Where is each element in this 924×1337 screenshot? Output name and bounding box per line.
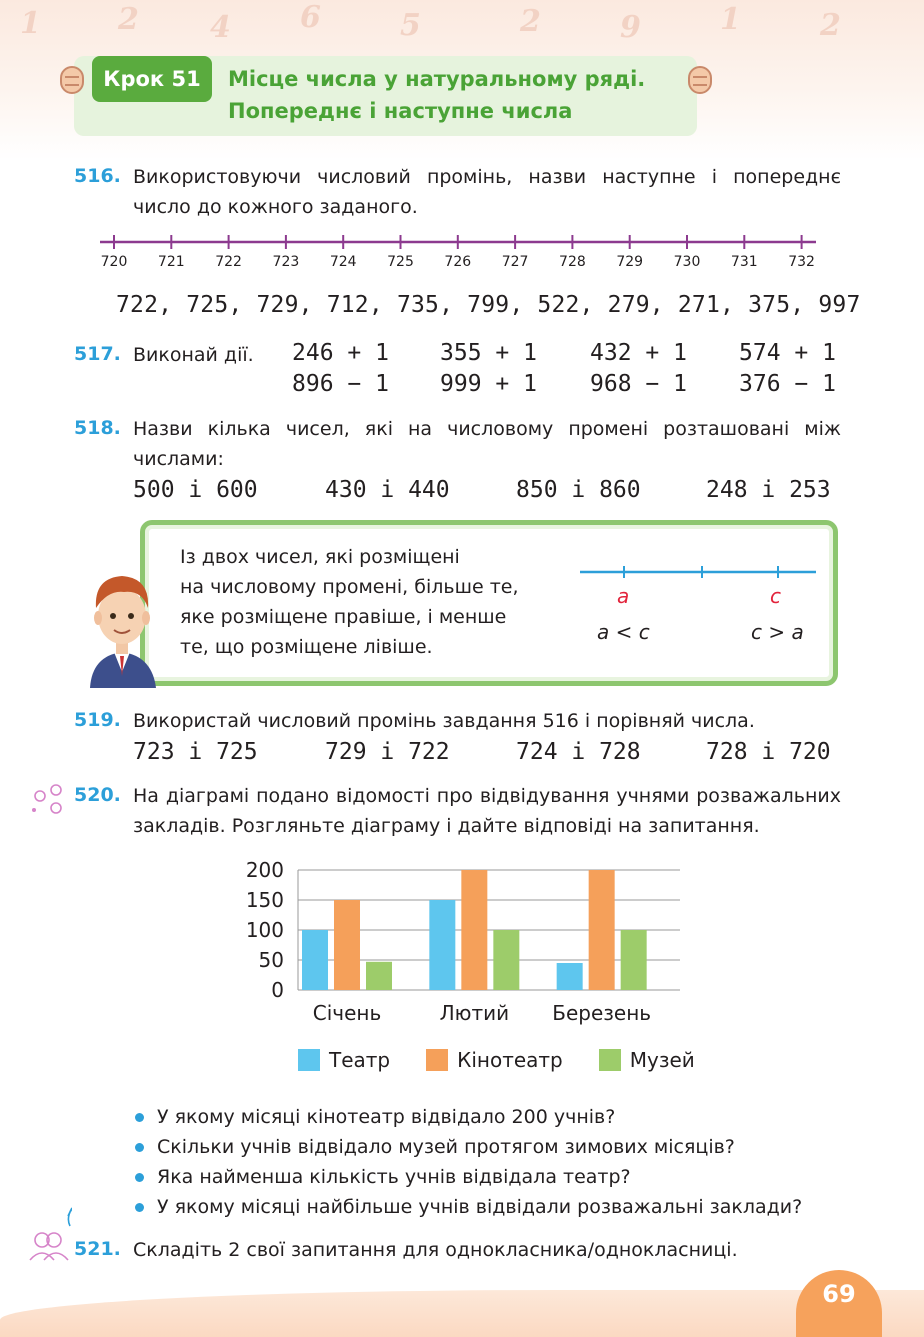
rule-ineq-a: a < c [597,620,650,644]
chart-bar [557,963,583,990]
group-work-icon [30,782,66,816]
task-text-516: Використовуючи числовий промінь, назви наступне і попереднє число до кожного заданого. [133,166,841,218]
legend-item-museum [599,1048,695,1072]
decor-digit: 9 [620,10,641,45]
pair-work-icon [28,1204,72,1264]
number-line-label: 732 [788,254,815,270]
chart-legend [298,1048,731,1072]
legend-label: Кінотеатр [457,1048,563,1072]
legend-swatch [298,1049,320,1071]
task-number-518: 518. [74,417,121,439]
number-line-label: 728 [559,254,586,270]
pair-518-3: 850 і 860 [516,477,641,503]
chart-y-tick-label: 100 [245,918,284,942]
rule-line-1: Із двох чисел, які розміщені [180,546,460,568]
legend-swatch [426,1049,448,1071]
number-line-label: 721 [157,254,185,270]
question-text: Скільки учнів відвідало музей протягом зимових місяців? [157,1136,735,1158]
chart-y-tick-label: 150 [245,888,284,912]
questions-list [133,1102,843,1222]
question-item [133,1132,843,1162]
decor-digit: 2 [118,2,139,37]
page-number: 69 [796,1270,882,1337]
footer-band [0,1290,924,1337]
task-text-518-line1: Назви кілька чисел, які на числовому промені розташовані між [133,418,841,440]
question-text: У якому місяці кінотеатр відвідало 200 учнів? [157,1106,616,1128]
number-line-label: 722 [215,254,242,270]
pair-518-4: 248 і 253 [706,477,831,503]
task-text-519: Використай числовий промінь завдання 516 і порівняй числа. [133,710,755,732]
task-text-518-line2: числами: [133,448,224,470]
rule-line-4: те, що розміщене лівіше. [180,636,433,658]
chart-bar [334,900,360,990]
decor-digit: 4 [210,10,231,45]
chart-x-label: Березень [552,1001,652,1025]
pair-519-4: 728 і 720 [706,739,831,765]
decor-digit: 2 [820,8,841,43]
question-item [133,1192,843,1222]
legend-label: Музей [629,1048,695,1072]
title-line-2: Попереднє і наступне числа [228,99,573,123]
chart-bar [366,962,392,990]
page-title [228,63,698,127]
chart-bar [493,930,519,990]
step-badge: Крок 51 [92,56,212,102]
chart-bar [429,900,455,990]
rule-line-2: на числовому промені, більше те, [180,576,519,598]
expr-517-1-3: 432 + 1 [590,340,687,366]
rule-label-a: a [617,584,630,608]
bullet-dot-icon [135,1113,144,1122]
number-line-label: 720 [100,254,128,270]
boy-character-icon [84,568,160,688]
number-line-label: 723 [272,254,300,270]
chart-x-label: Січень [312,1001,382,1025]
question-text: Яка найменша кількість учнів відвідала театр? [157,1166,631,1188]
pair-519-3: 724 і 728 [516,739,641,765]
pair-518-1: 500 і 600 [133,477,258,503]
number-line-label: 724 [329,254,357,270]
legend-item-cinema [426,1048,563,1072]
expr-517-2-1: 896 − 1 [292,371,389,397]
number-line-label: 731 [730,254,758,270]
chart-bar [621,930,647,990]
chart-x-label: Лютий [439,1001,510,1025]
expr-517-2-4: 376 − 1 [739,371,836,397]
legend-label: Театр [329,1048,391,1072]
hand-left-icon [60,66,84,94]
expr-517-1-2: 355 + 1 [440,340,537,366]
number-line [100,230,820,275]
chart-y-tick-label: 0 [271,978,284,1002]
task-label-517: Виконай дії. [133,344,254,366]
rule-text [180,542,550,662]
legend-swatch [599,1049,621,1071]
task-number-520: 520. [74,784,121,806]
chart-y-tick-label: 200 [245,858,284,882]
title-line-1: Місце числа у натуральному ряді. [228,67,646,91]
bullet-dot-icon [135,1143,144,1152]
rule-ineq-c: c > a [751,620,804,644]
number-line-label: 727 [501,254,529,270]
question-text: У якому місяці найбільше учнів відвідали розважальні заклади? [157,1196,803,1218]
chart-bar [302,930,328,990]
expr-517-1-4: 574 + 1 [739,340,836,366]
task-text-521: Складіть 2 свої запитання для однокласника/однокласниці. [133,1239,738,1261]
rule-label-c: c [770,584,781,608]
attendance-chart [240,852,700,1042]
rule-number-line [580,562,820,582]
task-number-516: 516. [74,165,121,187]
decor-digit: 5 [400,8,421,43]
pair-519-1: 723 і 725 [133,739,258,765]
task-text-520-line2: закладів. Розгляньте діаграму і дайте відповіді на запитання. [133,815,760,837]
expr-517-1-1: 246 + 1 [292,340,389,366]
number-line-label: 725 [387,254,414,270]
task-number-517: 517. [74,343,121,365]
question-item [133,1102,843,1132]
decor-digit: 6 [300,0,321,35]
bullet-dot-icon [135,1173,144,1182]
chart-y-tick-label: 50 [258,948,284,972]
chart-bar [461,870,487,990]
chart-bar [589,870,615,990]
numbers-list-516: 722, 725, 729, 712, 735, 799, 522, 279, 271, 375, 997 [116,292,861,318]
decor-digit: 2 [520,4,541,39]
expr-517-2-2: 999 + 1 [440,371,537,397]
pair-518-2: 430 і 440 [325,477,450,503]
decor-digit: 1 [20,6,41,41]
number-line-label: 729 [616,254,644,270]
rule-line-3: яке розміщене правіше, і менше [180,606,507,628]
decor-digit: 1 [720,2,741,37]
number-line-label: 726 [444,254,472,270]
task-number-519: 519. [74,709,121,731]
pair-519-2: 729 і 722 [325,739,450,765]
expr-517-2-3: 968 − 1 [590,371,687,397]
legend-item-theatre [298,1048,390,1072]
number-line-label: 730 [673,254,701,270]
task-number-521: 521. [74,1238,121,1260]
bullet-dot-icon [135,1203,144,1212]
question-item [133,1162,843,1192]
task-text-520-line1: На діаграмі подано відомості про відвідування учнями розважальних [133,785,841,807]
